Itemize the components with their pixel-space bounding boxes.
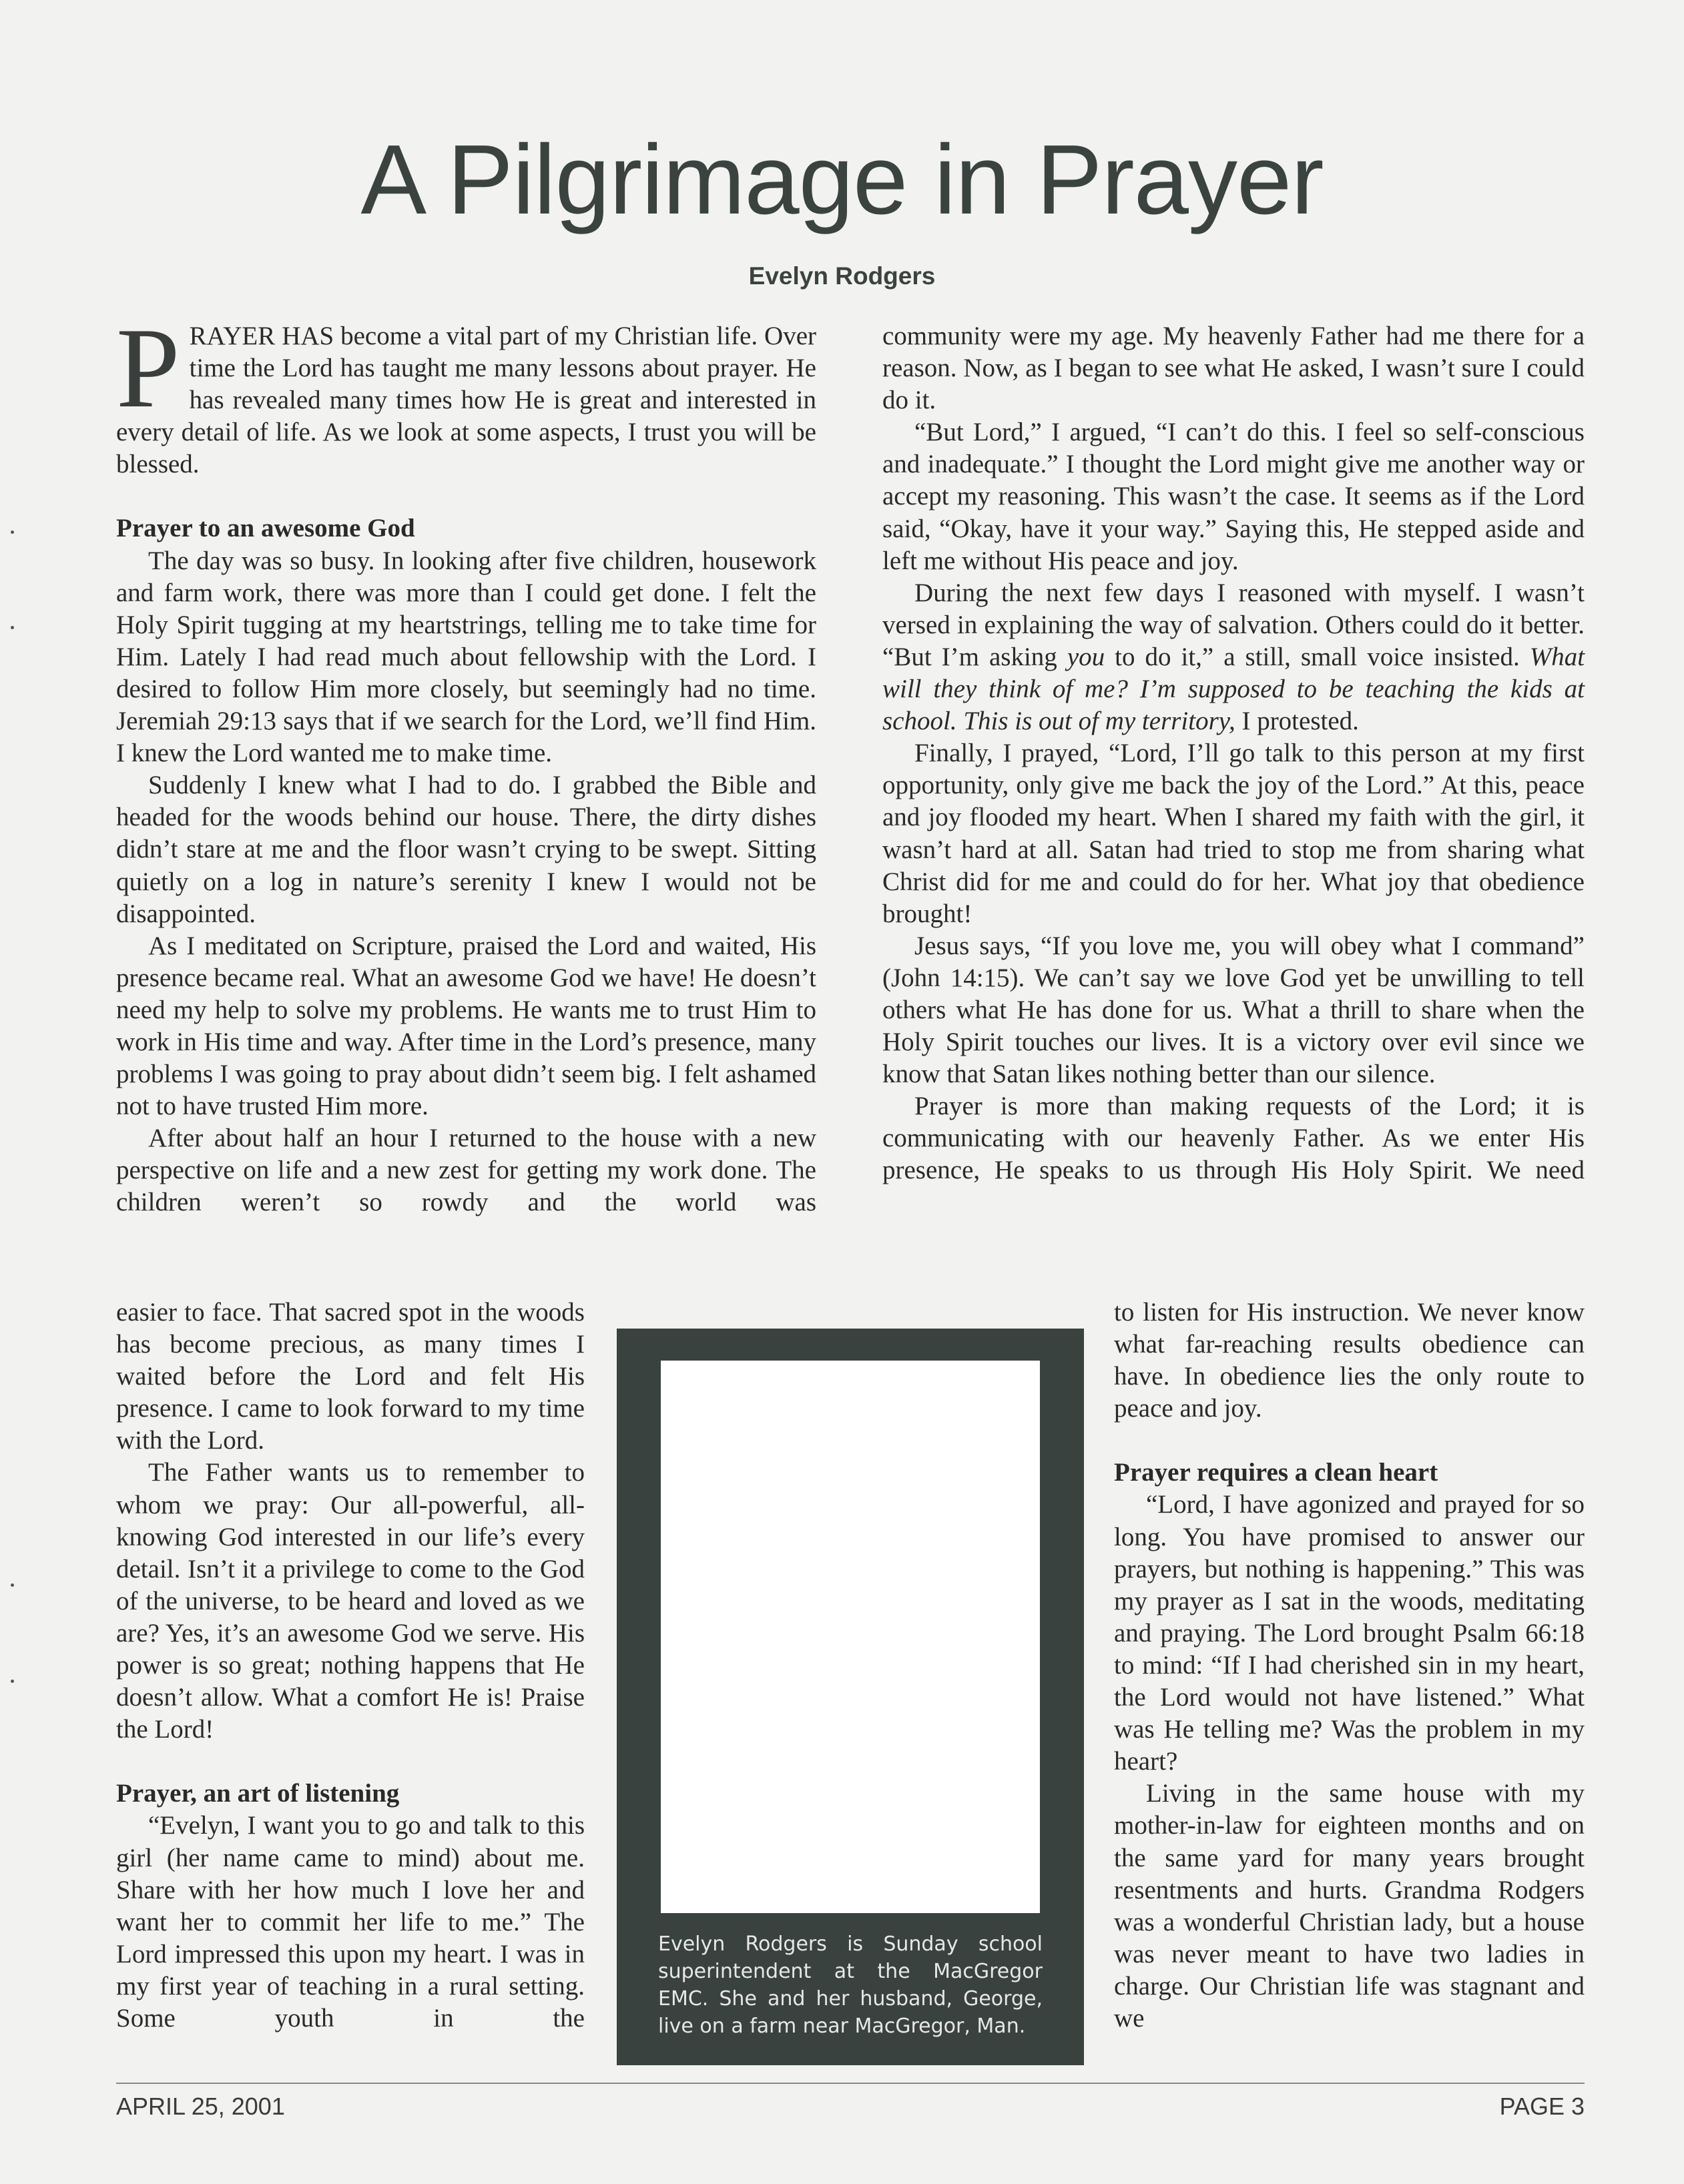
paragraph-continued: easier to face. That sacred spot in the woods has become precious, as many times I waited before the Lord and felt His presence. I came to look forward to my time with the Lord.: [116, 1298, 585, 1455]
margin-mark: [11, 1583, 14, 1587]
page-title: A Pilgrimage in Prayer: [360, 125, 1324, 235]
column-right: [882, 320, 1585, 1187]
section-heading-awesome-god: Prayer to an awesome God: [116, 514, 415, 543]
paragraph: Finally, I prayed, “Lord, I’ll go talk to this person at my first opportunity, only give me back the joy of the Lord.” At this, peace and joy flooded my heart. When I shared my faith with the girl, it wasn’t hard at all. Satan had tried to stop me from sharing what Christ did for me and could do for her. What joy that obedience brought!: [882, 739, 1585, 928]
author-byline: Evelyn Rodgers: [748, 262, 936, 290]
section-heading-listening: Prayer, an art of listening: [116, 1779, 400, 1808]
paragraph: The day was so busy. In looking after five children, housework and farm work, there was more than I could get done. I felt the Holy Spirit tugging at my heartstrings, telling me to take time for Him. Lately I had read much about fellowship with the Lord. I desired to follow Him more closely, but seemingly had no time. Jeremiah 29:13 says that if we search for the Lord, we’ll find Him. I knew the Lord wanted me to make time.: [116, 546, 816, 768]
column-right-lower: [1114, 1297, 1585, 2035]
margin-mark: [11, 626, 14, 629]
margin-mark: [11, 1680, 14, 1683]
column-left-lower: [116, 1297, 585, 2035]
margin-mark: [11, 530, 14, 534]
paragraph: Suddenly I knew what I had to do. I grabbed the Bible and headed for the woods behind our house. There, the dirty dishes didn’t stare at me and the floor wasn’t crying to be swept. Sitting quietly on a log in nature’s serenity I knew I would not be disappointed.: [116, 771, 816, 928]
photo-frame: [617, 1329, 1084, 2065]
paragraph: During the next few days I reasoned with myself. I wasn’t versed in explaining the way of salvation. Others could do it better. “But I’m asking you to do it,” a still, small voice insisted. What will they think of me? I’m supposed to be teaching the kids at school. This is out of my territory, I protested.: [882, 578, 1585, 736]
paragraph: Prayer is more than making requests of the Lord; it is communicating with our heavenly Father. As we enter His presence, He speaks to us through His Holy Spirit. We need: [882, 1092, 1585, 1185]
paragraph: “Evelyn, I want you to go and talk to this girl (her name came to mind) about me. Share with her how much I love her and want her to commit her life to me.” The Lord impressed this upon my heart. I was in my first year of teaching in a rural setting. Some youth in the: [116, 1811, 585, 2033]
paragraph: After about half an hour I returned to the house with a new perspective on life and a new zest for getting my work done. The children weren’t so rowdy and the world was: [116, 1124, 816, 1217]
paragraph-continued: community were my age. My heavenly Father had me there for a reason. Now, as I began to see what He asked, I wasn’t sure I could do it.: [882, 322, 1585, 415]
paragraph-continued: to listen for His instruction. We never know what far-reaching results obedience can have. In obedience lies the only route to peace and joy.: [1114, 1298, 1585, 1423]
paragraph: The Father wants us to remember to whom we pray: Our all-powerful, all-knowing God interested in our life’s every detail. Isn’t it a privilege to come to the God of the universe, to be heard and loved as we are? Yes, it’s an awesome God we serve. His power is so great; nothing happens that He doesn’t allow. What a comfort He is! Praise the Lord!: [116, 1458, 585, 1744]
footer-page-number: PAGE 3: [1499, 2093, 1585, 2120]
photo-caption: Evelyn Rodgers is Sunday school superintendent at the MacGregor EMC. She and her husband, George, live on a farm near MacGregor, Man.: [658, 1932, 1043, 2038]
paragraph: “But Lord,” I argued, “I can’t do this. I feel so self-conscious and inadequate.” I thought the Lord might give me another way or accept my reasoning. This wasn’t the case. It seems as if the Lord said, “Okay, have it your way.” Saying this, He stepped aside and left me without His peace and joy.: [882, 418, 1585, 575]
paragraph: “Lord, I have agonized and prayed for so long. You have promised to answer our prayers, but nothing is happening.” This was my prayer as I sat in the woods, meditating and praying. The Lord brought Psalm 66:18 to mind: “If I had cherished sin in my heart, the Lord would not have listened.” What was He telling me? Was the problem in my heart?: [1114, 1490, 1585, 1776]
paragraph: Living in the same house with my mother-in-law for eighteen months and on the same yard for many years brought resentments and hurts. Grandma Rodgers was a wonderful Christian lady, but a house was never meant to have two ladies in charge. Our Christian life was stagnant and we: [1114, 1779, 1585, 2033]
section-heading-clean-heart: Prayer requires a clean heart: [1114, 1458, 1438, 1487]
drop-cap: P: [116, 305, 180, 432]
paragraph: Jesus says, “If you love me, you will obey what I command” (John 14:15). We can’t say we love God yet be unwilling to tell others what He has done for us. What a thrill to share when the Holy Spirit touches our lives. It is a victory over evil since we know that Satan likes nothing better than our silence.: [882, 931, 1585, 1089]
footer-rule: [116, 2083, 1585, 2084]
column-left: [116, 305, 816, 1219]
intro-paragraph: PRAYER HAS become a vital part of my Christian life. Over time the Lord has taught me many lessons about prayer. He has revealed many times how He is great and interested in every detail of life. As we look at some aspects, I trust you will be blessed.: [116, 305, 816, 479]
photo-placeholder: [661, 1361, 1040, 1913]
paragraph: As I meditated on Scripture, praised the Lord and waited, His presence became real. What an awesome God we have! He doesn’t need my help to solve my problems. He wants me to trust Him to work in His time and way. After time in the Lord’s presence, many problems I was going to pray about didn’t seem big. I felt ashamed not to have trusted Him more.: [116, 931, 816, 1121]
footer-date: APRIL 25, 2001: [116, 2093, 285, 2120]
